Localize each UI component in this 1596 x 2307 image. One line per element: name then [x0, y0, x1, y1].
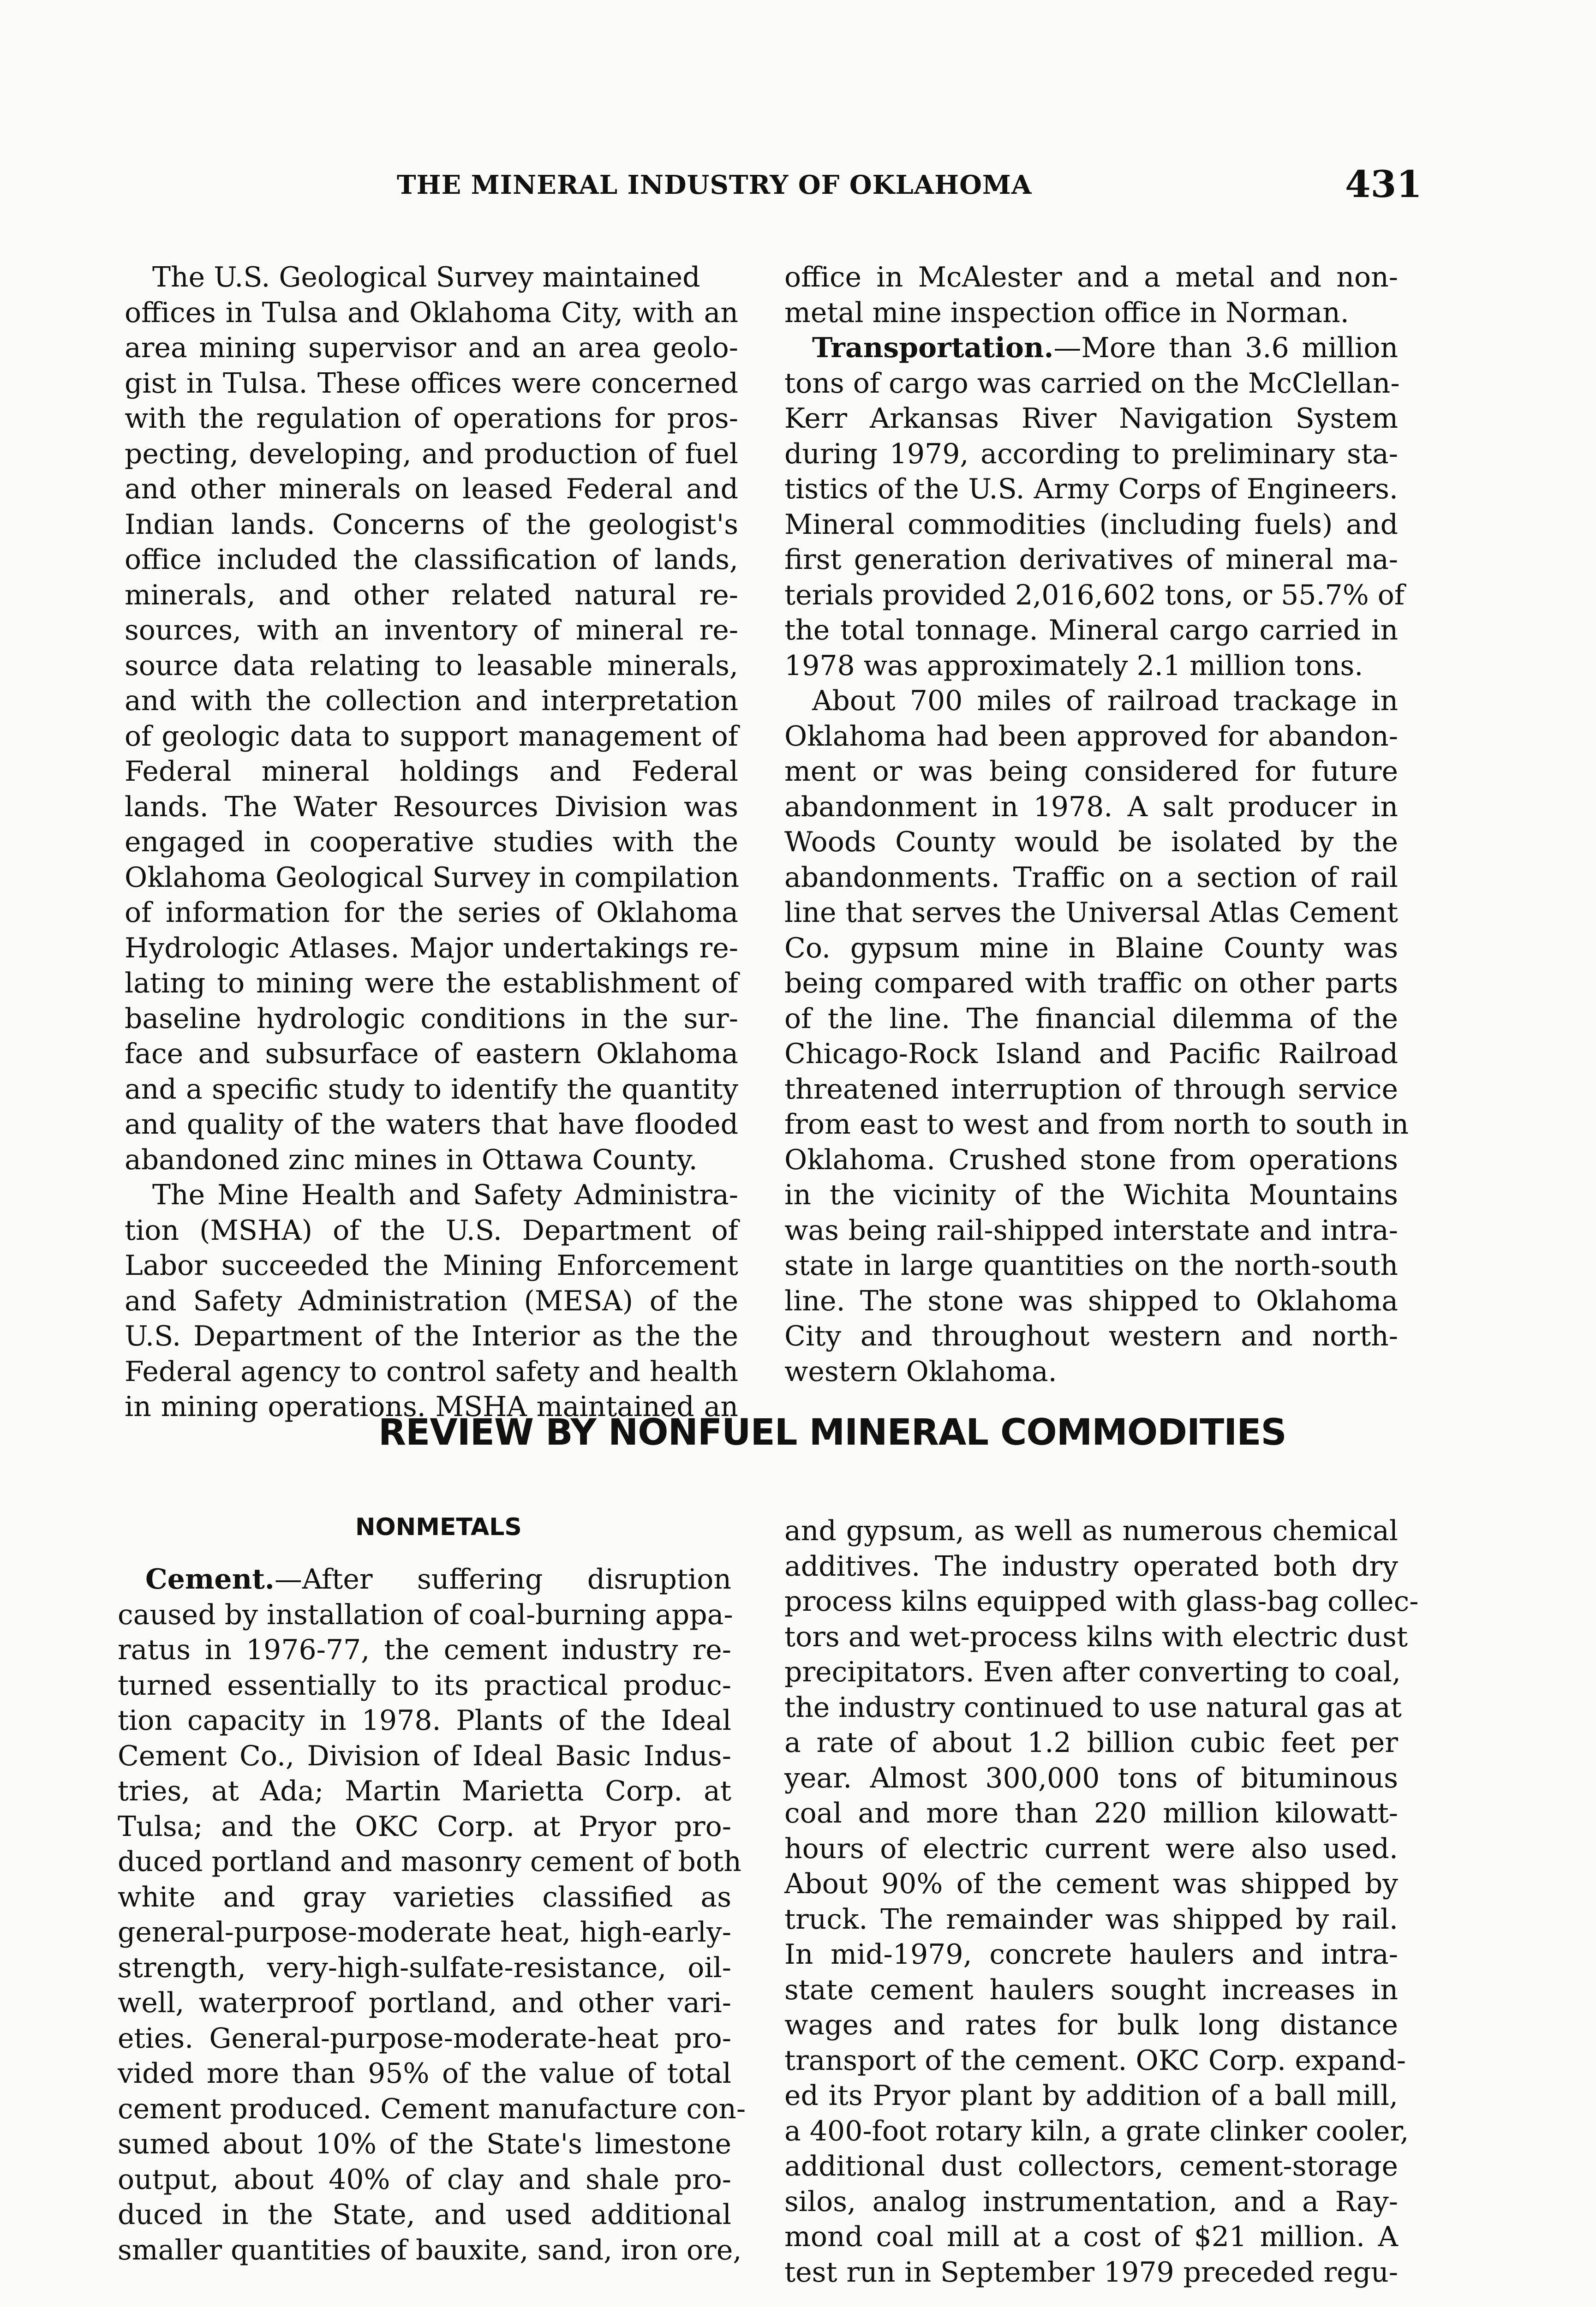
column-bottom-right: [784, 1513, 1419, 2290]
line: white and gray varieties classified as: [118, 1881, 731, 1913]
cement-lead: —After suffering disruption: [274, 1563, 731, 1596]
line: vided more than 95% of the value of total: [118, 2057, 731, 2090]
line: tries, at Ada; Martin Marietta Corp. at: [118, 1775, 731, 1807]
line: being compared with traffic on other parts: [784, 967, 1398, 999]
line: duced in the State, and used additional: [118, 2199, 731, 2231]
line: tistics of the U.S. Army Corps of Engineers.: [784, 473, 1398, 505]
line: Oklahoma had been approved for abandon-: [784, 720, 1398, 753]
line: output, about 40% of clay and shale pro-: [118, 2163, 731, 2196]
line: duced portland and masonry cement of both: [118, 1846, 741, 1878]
transportation-heading: Transportation.: [812, 332, 1054, 364]
line: of the line. The financial dilemma of the: [784, 1002, 1398, 1035]
line: additives. The industry operated both dry: [784, 1550, 1398, 1583]
line: line that serves the Universal Atlas Cement: [784, 897, 1398, 929]
line: state cement haulers sought increases in: [784, 1973, 1398, 2006]
line: Kerr Arkansas River Navigation System: [784, 402, 1398, 435]
line: Hydrologic Atlases. Major undertakings re-: [125, 932, 738, 964]
line: hours of electric current were also used.: [784, 1832, 1398, 1865]
line: ment or was being considered for future: [784, 755, 1398, 788]
line: The Mine Health and Safety Administra-: [152, 1179, 738, 1211]
line: from east to west and from north to south in: [784, 1108, 1409, 1141]
line: of geologic data to support management of: [125, 720, 738, 753]
line: face and subsurface of eastern Oklahoma: [125, 1038, 738, 1070]
line: a 400-foot rotary kiln, a grate clinker cooler,: [784, 2115, 1409, 2147]
column-top-left: [125, 260, 738, 1425]
line: area mining supervisor and an area geolo-: [125, 332, 738, 364]
line: ratus in 1976-77, the cement industry re-: [118, 1634, 731, 1666]
line: year. Almost 300,000 tons of bituminous: [784, 1762, 1398, 1794]
line: tons of cargo was carried on the McClellan-: [784, 367, 1400, 400]
line: state in large quantities on the north-south: [784, 1249, 1398, 1282]
line: in the vicinity of the Wichita Mountains: [784, 1179, 1398, 1211]
line: strength, very-high-sulfate-resistance, oil-: [118, 1951, 731, 1984]
line: threatened interruption of through service: [784, 1073, 1398, 1106]
line: additional dust collectors, cement-storage: [784, 2150, 1398, 2182]
line: lands. The Water Resources Division was: [125, 790, 738, 823]
line: Cement Co., Division of Ideal Basic Indus-: [118, 1739, 731, 1772]
line: Oklahoma. Crushed stone from operations: [784, 1143, 1398, 1176]
line: process kilns equipped with glass-bag collec-: [784, 1585, 1419, 1618]
line: Oklahoma Geological Survey in compilation: [125, 861, 740, 894]
paragraph-block: [784, 366, 1409, 1390]
line: gist in Tulsa. These offices were concerned: [125, 367, 738, 400]
line: general-purpose-moderate heat, high-early-: [118, 1916, 731, 1948]
line: The U.S. Geological Survey maintained: [152, 261, 700, 293]
line: Federal mineral holdings and Federal: [125, 755, 738, 788]
line: metal mine inspection office in Norman.: [784, 296, 1349, 329]
line: test run in September 1979 preceded regu-: [784, 2256, 1398, 2289]
line: In mid-1979, concrete haulers and intra-: [784, 1938, 1398, 1971]
line: and gypsum, as well as numerous chemical: [784, 1515, 1398, 1547]
line: source data relating to leasable minerals,: [125, 649, 738, 682]
line: the total tonnage. Mineral cargo carried in: [784, 614, 1398, 646]
line: cement produced. Cement manufacture con-: [118, 2092, 746, 2125]
line: smaller quantities of bauxite, sand, iron ore,: [118, 2234, 742, 2266]
line: a rate of about 1.2 billion cubic feet per: [784, 1727, 1398, 1759]
line: Woods County would be isolated by the: [784, 826, 1398, 858]
line: western Oklahoma.: [784, 1355, 1057, 1388]
line: with the regulation of operations for pros-: [125, 402, 738, 435]
line: U.S. Department of the Interior as the the: [125, 1320, 738, 1352]
line: truck. The remainder was shipped by rail.: [784, 1903, 1398, 1936]
line: sources, with an inventory of mineral re-: [125, 614, 738, 646]
cement-heading: Cement.: [145, 1563, 275, 1596]
line: pecting, developing, and production of fuel: [125, 437, 738, 470]
line: caused by installation of coal-burning appa-: [118, 1598, 733, 1631]
column-bottom-left: [118, 1562, 746, 2268]
line: Federal agency to control safety and health: [125, 1355, 738, 1388]
line: baseline hydrologic conditions in the sur-: [125, 1002, 738, 1035]
line: sumed about 10% of the State's limestone: [118, 2128, 731, 2160]
line: and quality of the waters that have flooded: [125, 1108, 738, 1141]
running-head: THE MINERAL INDUSTRY OF OKLAHOMA: [397, 170, 1032, 200]
line: abandonment in 1978. A salt producer in: [784, 790, 1398, 823]
line: [118, 1562, 731, 1597]
paragraph-block: [784, 260, 1398, 330]
line: About 700 miles of railroad trackage in: [812, 685, 1398, 717]
line: [784, 330, 1398, 366]
line: mond coal mill at a cost of $21 million. A: [784, 2221, 1398, 2253]
line: wages and rates for bulk long distance: [784, 2009, 1398, 2041]
subsection-title: NONMETALS: [355, 1513, 522, 1541]
line: well, waterproof portland, and other vari-: [118, 1987, 731, 2019]
line: precipitators. Even after converting to coal,: [784, 1656, 1401, 1688]
line: Co. gypsum mine in Blaine County was: [784, 932, 1398, 964]
line: office in McAlester and a metal and non-: [784, 261, 1398, 293]
line: turned essentially to its practical produc-: [118, 1669, 731, 1702]
line: office included the classification of lands,: [125, 544, 738, 576]
transportation-lead: —More than 3.6 million: [1053, 332, 1398, 364]
line: minerals, and other related natural re-: [125, 579, 738, 611]
line: line. The stone was shipped to Oklahoma: [784, 1285, 1398, 1317]
line: About 90% of the cement was shipped by: [784, 1868, 1398, 1900]
line: and other minerals on leased Federal and: [125, 473, 738, 505]
line: Mineral commodities (including fuels) and: [784, 508, 1398, 541]
line: eties. General-purpose-moderate-heat pro-: [118, 2022, 731, 2055]
line: tors and wet-process kilns with electric dust: [784, 1620, 1408, 1653]
line: engaged in cooperative studies with the: [125, 826, 738, 858]
column-top-right: [784, 260, 1409, 1389]
line: and a specific study to identify the quantity: [125, 1073, 738, 1106]
line: lating to mining were the establishment of: [125, 967, 738, 999]
line: abandonments. Traffic on a section of rail: [784, 861, 1398, 894]
line: coal and more than 220 million kilowatt-: [784, 1797, 1398, 1829]
line: and with the collection and interpretation: [125, 685, 738, 717]
line: transport of the cement. OKC Corp. expand-: [784, 2044, 1406, 2077]
line: of information for the series of Oklahoma: [125, 897, 738, 929]
line: Tulsa; and the OKC Corp. at Pryor pro-: [118, 1810, 731, 1843]
line: in mining operations. MSHA maintained an: [125, 1391, 738, 1423]
line: and Safety Administration (MESA) of the: [125, 1285, 738, 1317]
section-title: REVIEW BY NONFUEL MINERAL COMMODITIES: [378, 1412, 1286, 1453]
line: offices in Tulsa and Oklahoma City, with an: [125, 296, 738, 329]
line: 1978 was approximately 2.1 million tons.: [784, 649, 1363, 682]
line: was being rail-shipped interstate and intra-: [784, 1214, 1398, 1247]
page-number: 431: [1345, 162, 1422, 206]
paragraph-block: [118, 1597, 746, 2268]
line: City and throughout western and north-: [784, 1320, 1398, 1352]
line: Indian lands. Concerns of the geologist's: [125, 508, 738, 541]
line: first generation derivatives of mineral ma-: [784, 544, 1398, 576]
line: Labor succeeded the Mining Enforcement: [125, 1249, 738, 1282]
line: terials provided 2,016,602 tons, or 55.7% of: [784, 579, 1405, 611]
line: silos, analog instrumentation, and a Ray-: [784, 2185, 1398, 2218]
line: the industry continued to use natural gas at: [784, 1691, 1402, 1724]
line: abandoned zinc mines in Ottawa County.: [125, 1143, 698, 1176]
line: ed its Pryor plant by addition of a ball mill,: [784, 2080, 1398, 2112]
line: Chicago-Rock Island and Pacific Railroad: [784, 1038, 1398, 1070]
line: tion (MSHA) of the U.S. Department of: [125, 1214, 738, 1247]
line: during 1979, according to preliminary sta-: [784, 437, 1398, 470]
line: tion capacity in 1978. Plants of the Ideal: [118, 1704, 731, 1737]
